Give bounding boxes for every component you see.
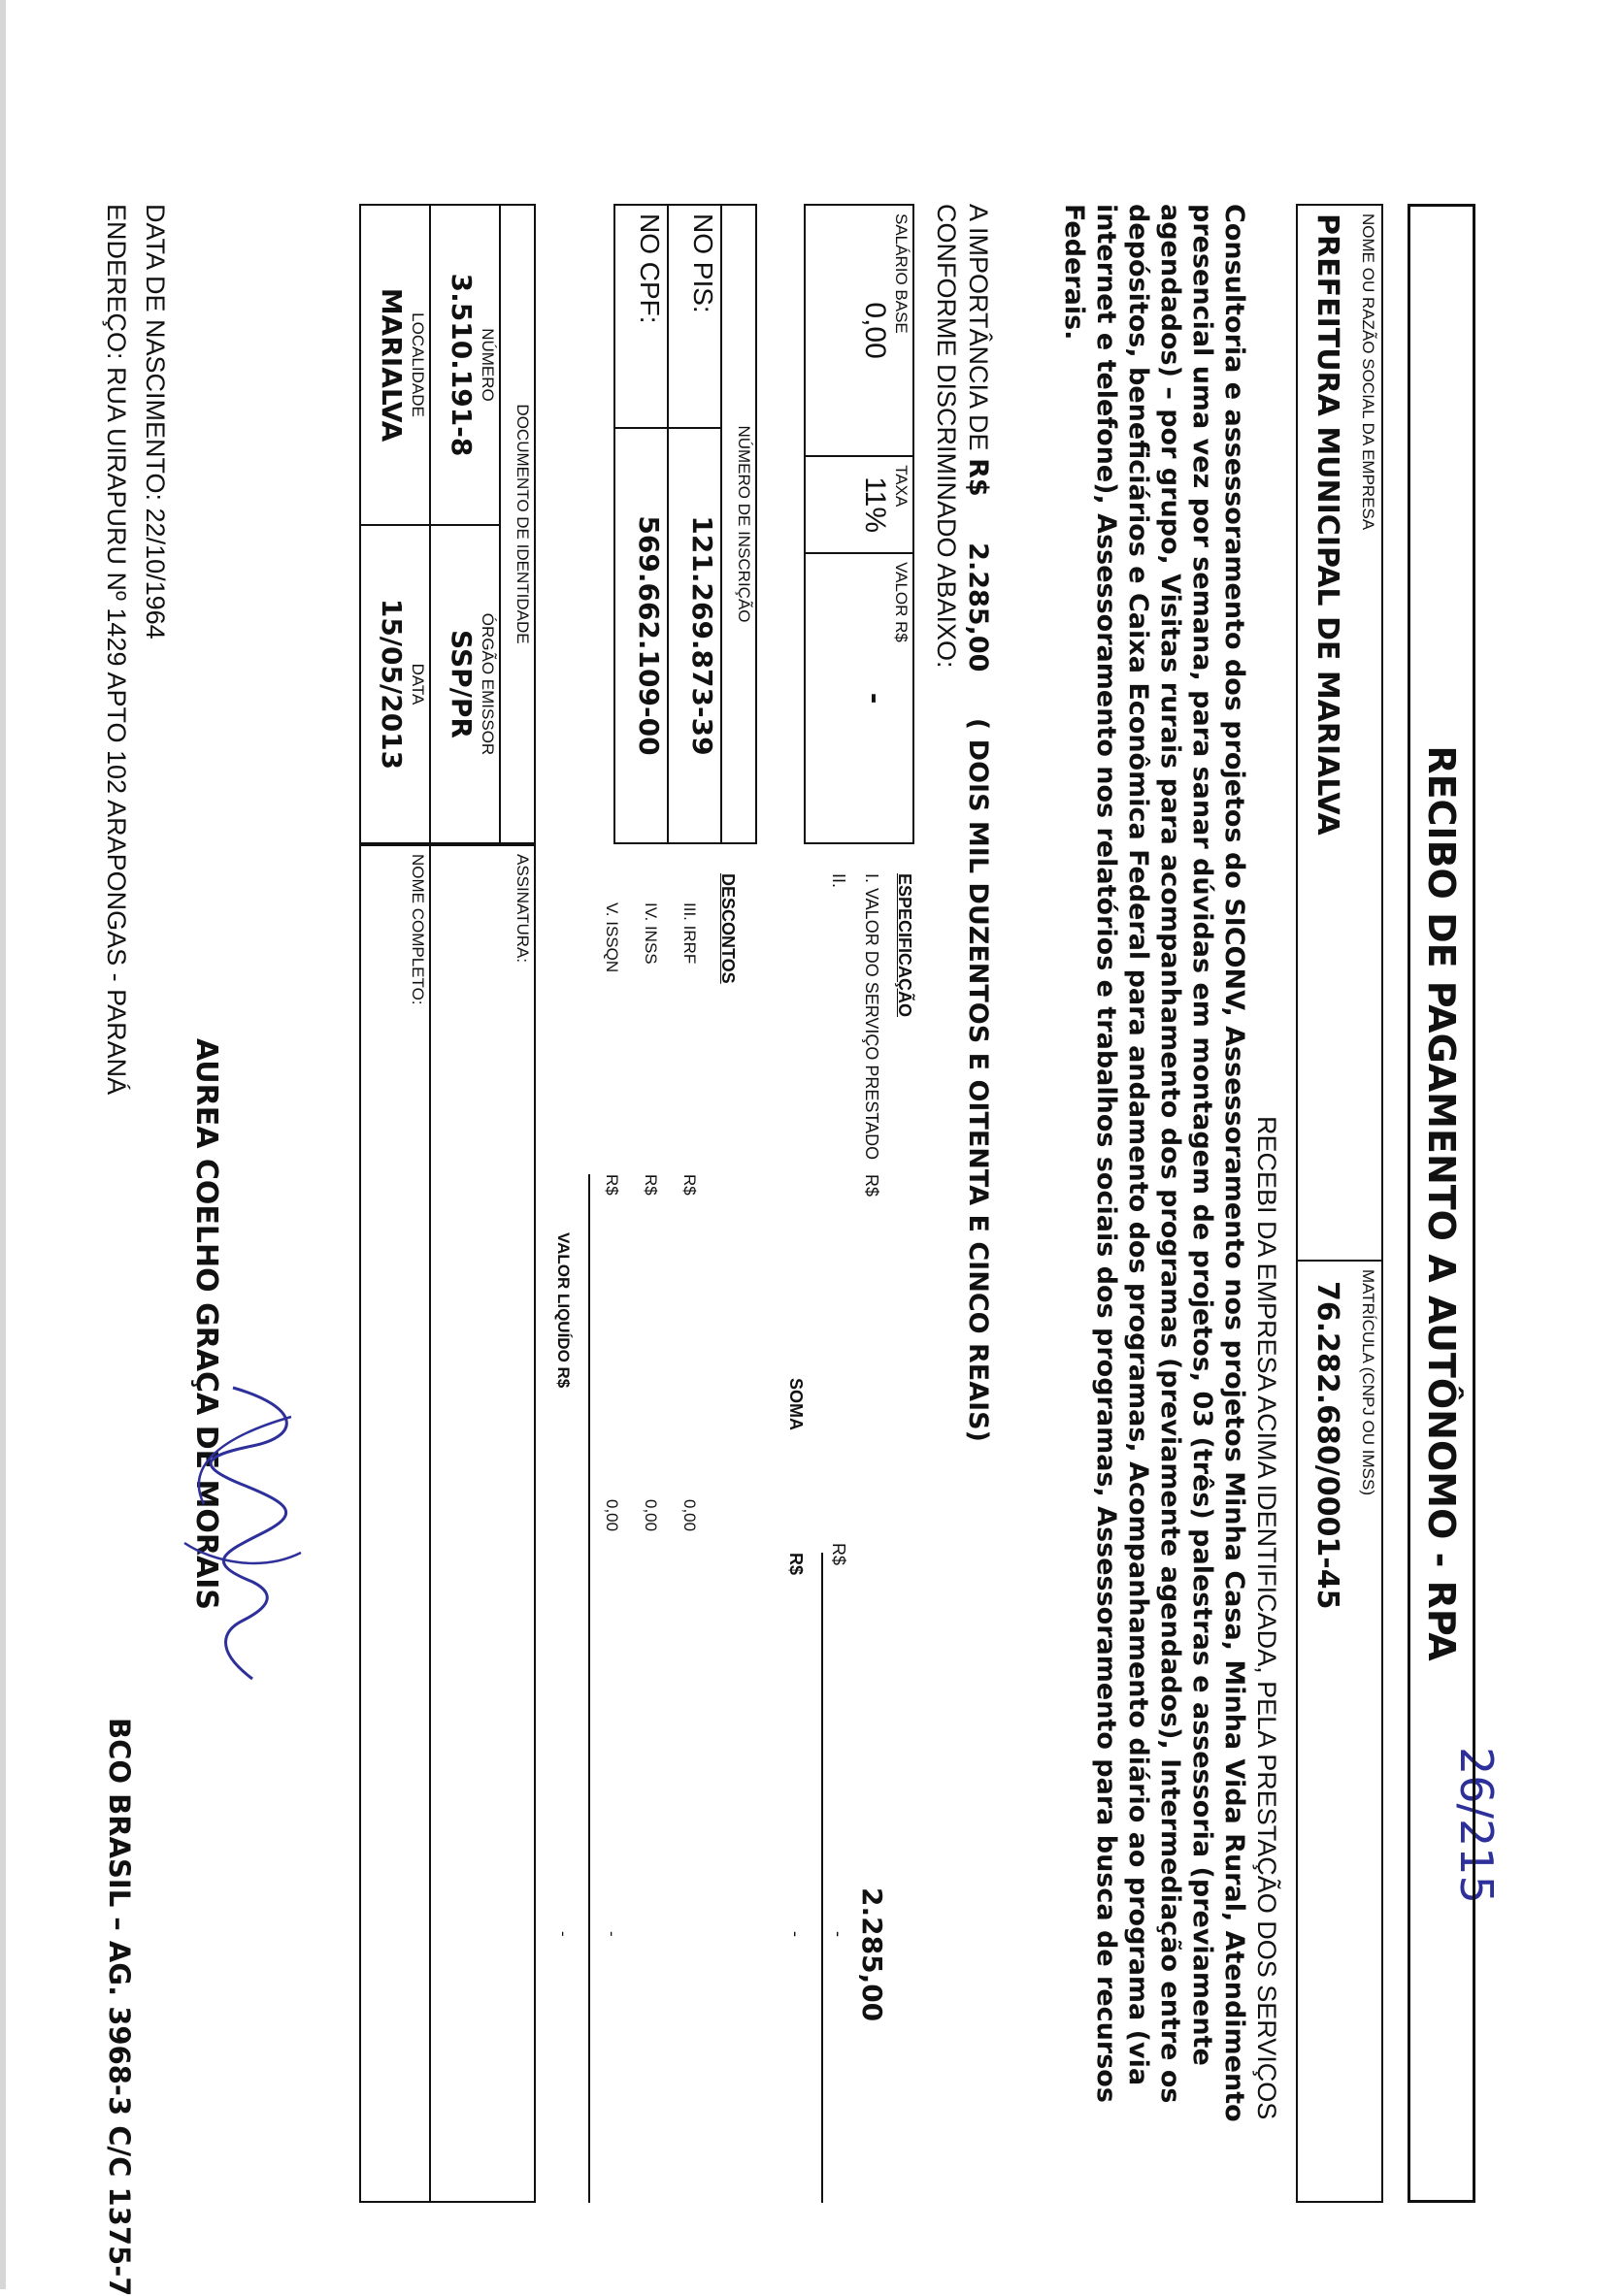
nome-completo-value: AUREA COELHO GRAÇA DE MORAIS [189,1038,223,1610]
desconto-issqn-label: V. ISSQN [603,902,621,973]
valor-value: - [859,692,891,705]
assinatura-table [359,844,536,2203]
desconto-issqn-currency: R$ [603,1174,621,1196]
data-cell [360,525,430,843]
documento-header-cell [500,205,535,843]
numero-value: 3.510.191-8 [446,273,478,457]
conforme-text: CONFORME DISCRIMINADO ABAIXO: [932,204,961,669]
assinatura-label: ASSINATURA: [513,854,532,964]
taxa-value: 11% [859,476,891,534]
company-box [1296,204,1383,1262]
liquido-value: - [554,1931,573,1937]
amount-currency: R$ [963,458,993,497]
especificacao-title: ESPECIFICAÇÃO [895,873,914,1018]
signature-scribble [175,1378,320,1689]
data-value: 15/05/2013 [376,598,408,771]
valor-label: VALOR R$ [892,562,911,642]
pis-cell [668,428,721,843]
amount-line [963,204,993,1659]
orgao-cell [430,525,500,843]
matricula-label: MATRÍCULA (CNPJ OU IMSS) [1359,1269,1377,1495]
documento-header: DOCUMENTO DE IDENTIDADE [513,404,532,644]
salario-value: 0,00 [859,302,891,359]
cpf-value: 569.662.109-00 [633,515,665,756]
taxa-cell [805,456,913,553]
handwritten-page-number: 26/215 [1450,1747,1503,1904]
desconto-inss-value: 0,00 [642,1499,660,1532]
localidade-label: LOCALIDADE [409,312,427,417]
nome-completo-label: NOME COMPLETO: [409,854,427,1005]
bank-info: BCO BRASIL – AG. 3968-3 C/C 1375-7 [103,1718,136,2296]
spec-item1-value: 2.285,00 [856,1887,888,2022]
liquido-label: VALOR LIQUÍDO R$ [554,1232,573,1389]
desconto-inss-currency: R$ [642,1174,660,1196]
company-name: PREFEITURA MUNICIPAL DE MARIALVA [1310,213,1344,836]
spec-item2-label: II. [829,873,848,889]
spec-item1-currency: R$ [862,1174,881,1197]
soma-label: SOMA [786,1378,806,1430]
numero-cell [430,205,500,525]
amount-prefix: A IMPORTÂNCIA DE [964,204,993,451]
desconto-irrf-currency: R$ [680,1174,699,1196]
soma-currency: R$ [786,1553,806,1576]
orgao-value: SSP/PR [446,630,478,738]
spec-item2-value: - [829,1931,848,1937]
descontos-title: DESCONTOS [718,873,738,984]
matricula-value: 76.282.680/0001-45 [1310,1281,1344,1610]
localidade-value: MARIALVA [376,287,408,443]
company-label: NOME OU RAZÃO SOCIAL DA EMPRESA [1359,213,1377,531]
desconto-irrf-value: 0,00 [680,1499,699,1532]
base-salary-table [804,204,914,844]
salario-label: SALÁRIO BASE [892,213,911,334]
inscricao-header: NÚMERO DE INSCRIÇÃO [735,425,753,623]
inscricao-header-cell [721,205,756,843]
matricula-box [1296,1262,1383,2203]
liquido-rule [588,1174,590,2203]
soma-rule [821,1553,823,2203]
address: ENDEREÇO: RUA UIRAPURU Nº 1429 APTO 102 ARAPONGAS - PARANÁ [102,204,131,1096]
inscricao-table [613,204,757,844]
localidade-cell [360,205,430,525]
data-label: DATA [409,663,427,705]
nome-completo-cell [360,845,430,2202]
soma-value: - [786,1931,806,1937]
assinatura-space [430,845,500,2202]
orgao-label: ÓRGÃO EMISSOR [479,612,497,756]
desconto-irrf-label: III. IRRF [680,902,699,965]
taxa-label: TAXA [892,465,911,508]
receipt-title: RECIBO DE PAGAMENTO A AUTÔNOMO - RPA [1408,204,1475,2203]
desconto-issqn-value: 0,00 [603,1499,621,1532]
services-description: Consultoria e assessoramento dos projetos do SICONV, Assessoramento nos projetos Minha Casa, Minha Vida Rural, Atendimento presencial uma vez por semana, para sanar dúvidas em montagem de projetos, 03 (três) palestras e assessoria (previamente agendados) – por grupo, Visitas rurais para acompanhamento dos programas (previamente agendados), Intermediação entre os depósitos, beneficiários e Caixa Econômica Federal para andamento dos programas, Acompanhamento diário ao programa (via internet e telefone), Assessoramento nos relatórios e trabalhos sociais dos programas, Assessoramento para busca de recursos Federais. [1059,204,1249,2122]
cpf-cell [614,428,668,843]
spec-item2-currency: R$ [829,1543,848,1566]
salario-cell [805,205,913,456]
received-text: RECEBI DA EMPRESA ACIMA IDENTIFICADA, PELA PRESTAÇÃO DOS SERVIÇOS [1252,1116,1281,2120]
amount-value: 2.285,00 [963,542,993,672]
spec-item1-label: I. VALOR DO SERVIÇO PRESTADO [862,873,881,1161]
valor-cell [805,553,913,843]
amount-in-words: ( DOIS MIL DUZENTOS E OITENTA E CINCO REAIS) [963,717,993,1442]
pis-value: 121.269.873-39 [686,515,718,756]
cpf-label: NO CPF: [614,205,668,428]
receipt-sheet [68,204,1475,2296]
issqn-dash: - [603,1931,621,1937]
assinatura-header-cell [500,845,535,2202]
pis-label: NO PIS: [668,205,721,428]
birth-date: DATA DE NASCIMENTO: 22/10/1964 [141,204,170,640]
desconto-inss-label: IV. INSS [642,902,660,965]
documento-table [359,204,536,844]
numero-label: NÚMERO [479,328,497,402]
